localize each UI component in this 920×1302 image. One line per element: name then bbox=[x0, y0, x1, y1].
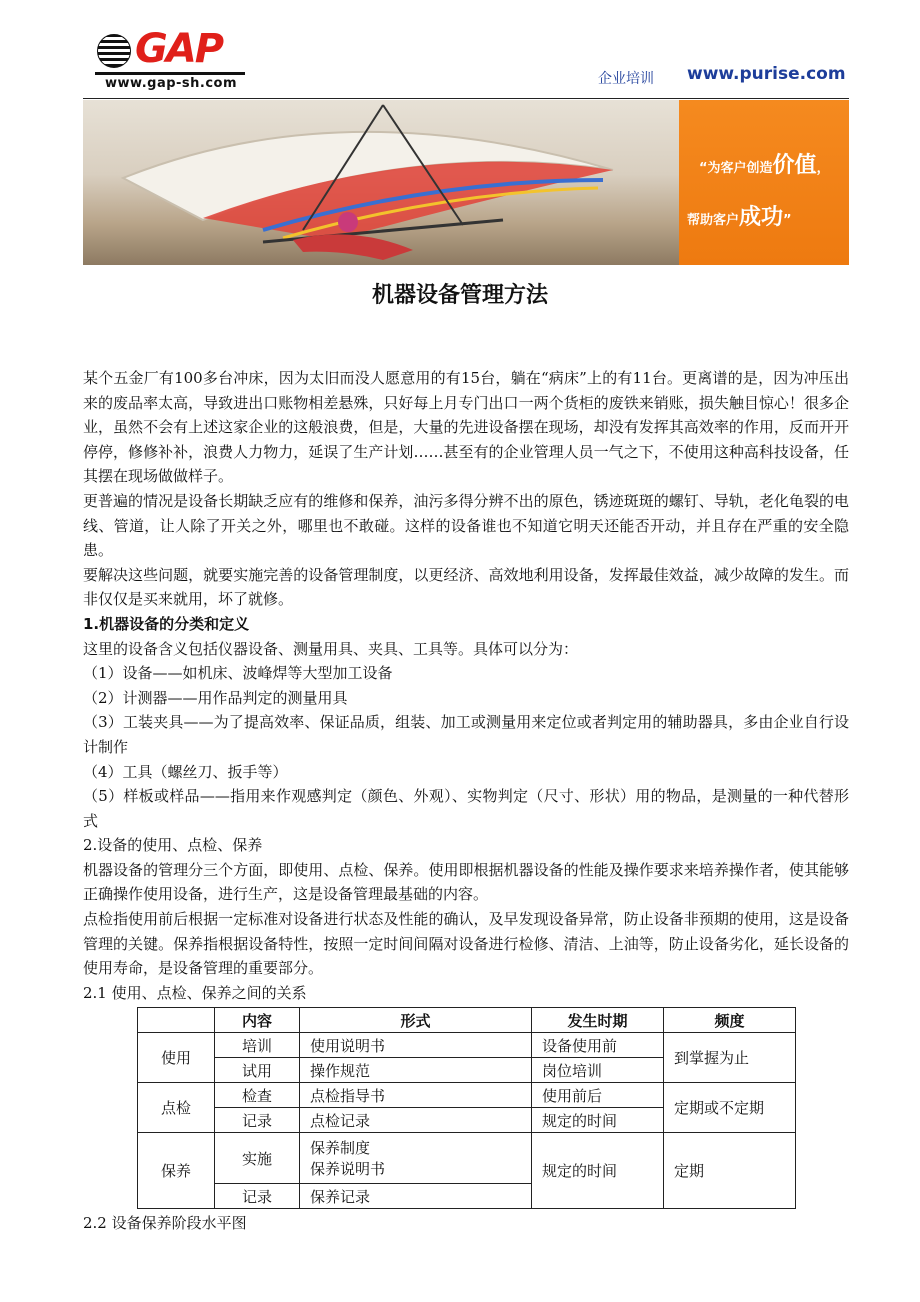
paragraph: 这里的设备含义包括仪器设备、测量用具、夹具、工具等。具体可以分为： bbox=[83, 639, 579, 658]
table-cell: 使用前后 bbox=[532, 1083, 664, 1108]
logo-divider bbox=[95, 72, 245, 75]
frequency-cell: 到掌握为止 bbox=[664, 1033, 796, 1083]
header-cell: 频度 bbox=[664, 1008, 796, 1033]
table-row bbox=[138, 1133, 796, 1184]
page-title: 机器设备管理方法 bbox=[371, 283, 548, 308]
table-cell: 保养记录 bbox=[300, 1184, 532, 1209]
slogan-line-2: 帮助客户成功” bbox=[687, 205, 792, 230]
banner bbox=[83, 100, 849, 265]
frequency-cell: 定期 bbox=[664, 1133, 796, 1209]
list-item: （1）设备——如机床、波峰焊等大型加工设备 bbox=[83, 664, 393, 683]
table-cell-multiline bbox=[300, 1133, 532, 1184]
paragraph: 某个五金厂有100多台冲床，因为太旧而没人愿意用的有15台，躺在“病床”上的有11台。更离谱的是，因为冲压出来的废品率太高，导致进出口账物相差悬殊，只好每上月专门出口一两个货柜的废铁来销账，损失触目惊心！很多企业，虽然不会有上述这家企业的这般浪费，但是，大量的先进设备摆在现场，却没有发挥其高效率的作用，反而开开停停，修修补补，浪费人力物力，延误了生产计划……甚至有的企业管理人员一气之下，不使用这种高科技设备，任其摆在现场做做样子。 bbox=[83, 369, 849, 486]
list-item: （5）样板或样品——指用来作观感判定（颜色、外观）、实物判定（尺寸、形状）用的物品，是测量的一种代替形式 bbox=[83, 787, 849, 830]
table-cell: 设备使用前 bbox=[532, 1033, 664, 1058]
table-cell: 点检指导书 bbox=[300, 1083, 532, 1108]
paragraph: 点检指使用前后根据一定标准对设备进行状态及性能的确认，及早发现设备异常，防止设备非预期的使用，这是设备管理的关键。保养指根据设备特性，按照一定时间间隔对设备进行检修、清洁、上油等，防止设备劣化，延长设备的使用寿命，是设备管理的重要部分。 bbox=[83, 910, 849, 978]
category-cell: 使用 bbox=[138, 1033, 215, 1083]
table-cell-line: 保养制度 bbox=[310, 1139, 371, 1157]
table-cell: 点检记录 bbox=[300, 1108, 532, 1133]
table-cell: 试用 bbox=[215, 1058, 300, 1083]
list-item: （4）工具（螺丝刀、扳手等） bbox=[83, 762, 288, 781]
figure-caption: 2.2 设备保养阶段水平图 bbox=[83, 1214, 247, 1232]
table-cell: 规定的时间 bbox=[532, 1133, 664, 1209]
section-heading: 1.机器设备的分类和定义 bbox=[83, 614, 250, 633]
category-cell: 点检 bbox=[138, 1083, 215, 1133]
relationship-table bbox=[137, 1007, 796, 1209]
category-cell: 保养 bbox=[138, 1133, 215, 1209]
header-cell: 形式 bbox=[300, 1008, 532, 1033]
page-header bbox=[83, 22, 849, 99]
table-cell-line: 保养说明书 bbox=[310, 1160, 386, 1178]
table-header-row bbox=[138, 1008, 796, 1033]
document-body bbox=[83, 366, 849, 1005]
paragraph: 要解决这些问题，就要实施完善的设备管理制度，以更经济、高效地利用设备，发挥最佳效益，减少故障的发生。而非仅仅是买来就用，坏了就修。 bbox=[83, 565, 849, 609]
header-cell: 内容 bbox=[215, 1008, 300, 1033]
subsection-heading: 2.1 使用、点检、保养之间的关系 bbox=[83, 983, 307, 1002]
table-cell: 记录 bbox=[215, 1184, 300, 1209]
table-cell: 使用说明书 bbox=[300, 1033, 532, 1058]
section-heading: 2.设备的使用、点检、保养 bbox=[83, 836, 263, 855]
table-cell: 记录 bbox=[215, 1108, 300, 1133]
table-row bbox=[138, 1083, 796, 1108]
frequency-cell: 定期或不定期 bbox=[664, 1083, 796, 1133]
list-item: （3）工装夹具——为了提高效率、保证品质，组装、加工或测量用来定位或者判定用的辅助器具，多由企业自行设计制作 bbox=[83, 713, 849, 756]
training-label: 企业培训 bbox=[598, 71, 654, 87]
gap-logo bbox=[91, 28, 251, 94]
table-cell: 岗位培训 bbox=[532, 1058, 664, 1083]
slogan-panel bbox=[679, 100, 849, 265]
table-cell: 规定的时间 bbox=[532, 1108, 664, 1133]
paragraph: 机器设备的管理分三个方面，即使用、点检、保养。使用即根据机器设备的性能及操作要求来培养操作者，使其能够正确操作使用设备，进行生产，这是设备管理最基础的内容。 bbox=[83, 860, 849, 904]
table-cell: 操作规范 bbox=[300, 1058, 532, 1083]
logo-text: GAP bbox=[135, 26, 223, 72]
slogan-line-1: “为客户创造价值， bbox=[699, 153, 830, 178]
table-cell: 培训 bbox=[215, 1033, 300, 1058]
header-cell: 发生时期 bbox=[532, 1008, 664, 1033]
paragraph: 更普遍的情况是设备长期缺乏应有的维修和保养，油污多得分辨不出的原色，锈迹斑斑的螺钉、导轨，老化龟裂的电线、管道，让人除了开关之外，哪里也不敢碰。这样的设备谁也不知道它明天还能否开动，并且存在严重的安全隐患。 bbox=[83, 491, 849, 560]
table-cell: 检查 bbox=[215, 1083, 300, 1108]
table-cell: 实施 bbox=[215, 1133, 300, 1184]
logo-url: www.gap-sh.com bbox=[105, 76, 238, 91]
list-item: （2）计测器——用作品判定的测量用具 bbox=[83, 688, 348, 707]
hang-glider-photo bbox=[83, 100, 679, 265]
header-cell bbox=[138, 1008, 215, 1033]
globe-icon bbox=[97, 34, 131, 68]
site-url-link[interactable]: www.purise.com bbox=[687, 64, 846, 84]
table-row bbox=[138, 1033, 796, 1058]
